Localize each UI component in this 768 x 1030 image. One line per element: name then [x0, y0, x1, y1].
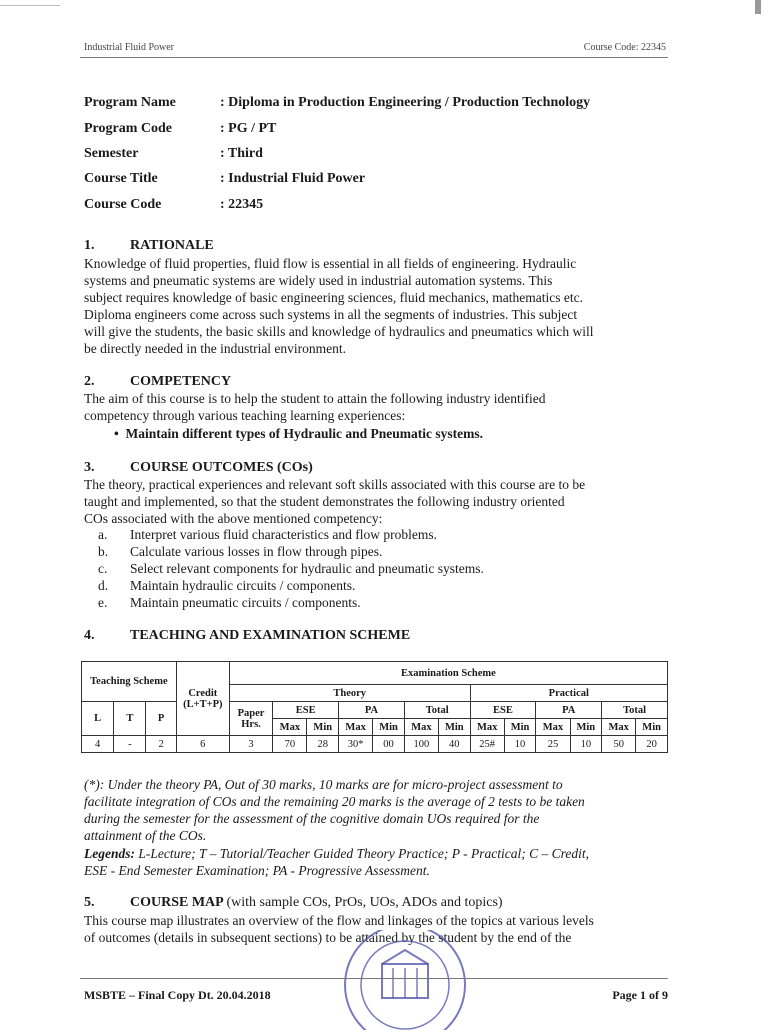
- text-line: (*): Under the theory PA, Out of 30 marks, 10 marks are for micro-project assessment to: [84, 777, 563, 792]
- table-cell: 4: [82, 736, 114, 753]
- credit-header: Credit (L+T+P): [176, 662, 229, 736]
- max-header: Max: [339, 719, 373, 736]
- section-title: COURSE OUTCOMES (COs): [130, 460, 313, 475]
- outcome-item: [98, 595, 361, 611]
- section-number: 2.: [84, 374, 95, 389]
- outcome-item: [98, 544, 382, 560]
- info-key: Course Code: [84, 197, 162, 212]
- table-cell: 20: [636, 736, 668, 753]
- practical-pa-header: PA: [536, 702, 602, 719]
- theory-total-header: Total: [404, 702, 470, 719]
- table-cell: 30*: [339, 736, 373, 753]
- header-rule: [80, 57, 668, 58]
- outcome-text: Calculate various losses in flow through pipes.: [130, 544, 383, 559]
- outcome-item: [98, 527, 437, 543]
- text-line: will give the students, the basic skills and knowledge of hydraulics and pneumatics which will: [84, 324, 594, 339]
- info-value: : Third: [220, 146, 263, 161]
- section-title-suffix: (with sample COs, PrOs, UOs, ADOs and topics): [226, 895, 503, 910]
- col-l: L: [82, 702, 114, 736]
- outcome-letter: b.: [98, 544, 109, 559]
- theory-pa-header: PA: [339, 702, 405, 719]
- table-cell: 10: [504, 736, 536, 753]
- section-title: TEACHING AND EXAMINATION SCHEME: [130, 628, 411, 643]
- outcomes-paragraph: [84, 476, 667, 527]
- running-header-title: Industrial Fluid Power: [84, 42, 174, 53]
- text-line: systems and pneumatic systems are widely used in industrial automation systems. This: [84, 273, 553, 288]
- info-key: Program Code: [84, 121, 172, 136]
- text-line: during the semester for the assessment of the cognitive domain UOs required for the: [84, 811, 540, 826]
- paper-label: Paper: [237, 707, 265, 719]
- msbte-seal-stamp: [330, 930, 480, 1030]
- outcome-item: [98, 578, 355, 594]
- outcome-letter: d.: [98, 578, 109, 593]
- text-line: subject requires knowledge of basic engineering sciences, fluid mechanics, mathematics etc.: [84, 290, 583, 305]
- pa-note: [84, 776, 667, 844]
- section-number: 3.: [84, 460, 95, 475]
- max-header: Max: [536, 719, 570, 736]
- table-cell: 10: [570, 736, 602, 753]
- bullet-text: Maintain different types of Hydraulic and Pneumatic systems.: [125, 426, 483, 441]
- table-cell: 70: [273, 736, 307, 753]
- section-heading-rationale: [84, 238, 214, 254]
- competency-bullet: [114, 426, 483, 442]
- min-header: Min: [570, 719, 602, 736]
- table-cell: 25#: [470, 736, 504, 753]
- section-number: 1.: [84, 238, 95, 253]
- practical-total-header: Total: [602, 702, 668, 719]
- table-cell: -: [114, 736, 146, 753]
- text-line: L-Lecture; T – Tutorial/Teacher Guided Theory Practice; P - Practical; C – Credit,: [135, 846, 589, 861]
- table-cell: 25: [536, 736, 570, 753]
- hrs-label: Hrs.: [241, 718, 261, 730]
- section-title: COMPETENCY: [130, 374, 232, 389]
- table-cell: 3: [229, 736, 273, 753]
- text-line: be directly needed in the industrial environment.: [84, 341, 347, 356]
- footer-page-number: Page 1 of 9: [612, 988, 668, 1002]
- text-line: of outcomes (details in subsequent sections) to be attained by the student by the end of the: [84, 930, 572, 945]
- outcome-item: [98, 561, 484, 577]
- bullet-dot-icon: •: [114, 426, 126, 441]
- teaching-examination-table: [81, 661, 668, 753]
- info-key: Semester: [84, 146, 139, 161]
- competency-paragraph: [84, 390, 667, 424]
- theory-ese-header: ESE: [273, 702, 339, 719]
- theory-header: Theory: [229, 685, 470, 702]
- scan-mark: [755, 0, 761, 14]
- practical-ese-header: ESE: [470, 702, 536, 719]
- outcome-text: Select relevant components for hydraulic and pneumatic systems.: [130, 561, 484, 576]
- examination-scheme-header: Examination Scheme: [229, 662, 667, 685]
- practical-header: Practical: [470, 685, 667, 702]
- max-header: Max: [404, 719, 438, 736]
- section-number: 4.: [84, 628, 95, 643]
- info-value: : PG / PT: [220, 121, 277, 136]
- section-title: RATIONALE: [130, 238, 214, 253]
- outcome-letter: c.: [98, 561, 108, 576]
- table-row: [82, 736, 668, 753]
- text-line: The theory, practical experiences and relevant soft skills associated with this course are to be: [84, 477, 586, 492]
- outcome-text: Interpret various fluid characteristics and flow problems.: [130, 527, 438, 542]
- paper-hrs-header: [229, 702, 273, 736]
- text-line: facilitate integration of COs and the remaining 20 marks is the average of 2 tests to be taken: [84, 794, 585, 809]
- text-line: COs associated with the above mentioned competency:: [84, 511, 383, 526]
- text-line: competency through various teaching learning experiences:: [84, 408, 406, 423]
- outcome-letter: e.: [98, 595, 108, 610]
- section-number: 5.: [84, 895, 95, 910]
- col-t: T: [114, 702, 146, 736]
- table-cell: 6: [176, 736, 229, 753]
- text-line: ESE - End Semester Examination; PA - Progressive Assessment.: [84, 863, 430, 878]
- text-line: attainment of the COs.: [84, 828, 207, 843]
- legends-line-1: [84, 845, 667, 862]
- max-header: Max: [273, 719, 307, 736]
- rationale-paragraph: [84, 255, 667, 357]
- teaching-scheme-header: Teaching Scheme: [82, 662, 177, 702]
- table-cell: 00: [373, 736, 405, 753]
- running-header-code: Course Code: 22345: [583, 42, 666, 53]
- table-cell: 40: [438, 736, 470, 753]
- min-header: Min: [307, 719, 339, 736]
- max-header: Max: [470, 719, 504, 736]
- text-line: The aim of this course is to help the student to attain the following industry identified: [84, 391, 546, 406]
- outcome-text: Maintain hydraulic circuits / components.: [130, 578, 356, 593]
- info-key: Program Name: [84, 95, 176, 110]
- section-heading-competency: [84, 374, 231, 390]
- text-line: Knowledge of fluid properties, fluid flow is essential in all fields of engineering. Hydraulic: [84, 256, 577, 271]
- table-cell: 2: [146, 736, 176, 753]
- legends: [84, 845, 667, 879]
- scan-mark: [0, 5, 60, 6]
- footer-copy-date: MSBTE – Final Copy Dt. 20.04.2018: [84, 988, 271, 1002]
- min-header: Min: [373, 719, 405, 736]
- text-line: This course map illustrates an overview of the flow and linkages of the topics at various levels: [84, 913, 594, 928]
- info-value: : 22345: [220, 197, 264, 212]
- table-cell: 50: [602, 736, 636, 753]
- section-heading-course-map: [84, 895, 503, 911]
- table-cell: 28: [307, 736, 339, 753]
- legends-label: Legends:: [84, 846, 135, 861]
- info-value: : Industrial Fluid Power: [220, 171, 366, 186]
- min-header: Min: [636, 719, 668, 736]
- section-heading-outcomes: [84, 460, 313, 476]
- outcome-text: Maintain pneumatic circuits / components.: [130, 595, 361, 610]
- info-value: : Diploma in Production Engineering / Production Technology: [220, 95, 591, 110]
- min-header: Min: [504, 719, 536, 736]
- info-key: Course Title: [84, 171, 158, 186]
- text-line: taught and implemented, so that the student demonstrates the following industry oriented: [84, 494, 565, 509]
- col-p: P: [146, 702, 176, 736]
- text-line: Diploma engineers come across such systems in all the segments of industries. This subject: [84, 307, 578, 322]
- section-heading-scheme: [84, 628, 410, 644]
- footer-rule: [80, 978, 668, 979]
- max-header: Max: [602, 719, 636, 736]
- min-header: Min: [438, 719, 470, 736]
- table-cell: 100: [404, 736, 438, 753]
- section-title: COURSE MAP: [130, 895, 223, 910]
- outcome-letter: a.: [98, 527, 108, 542]
